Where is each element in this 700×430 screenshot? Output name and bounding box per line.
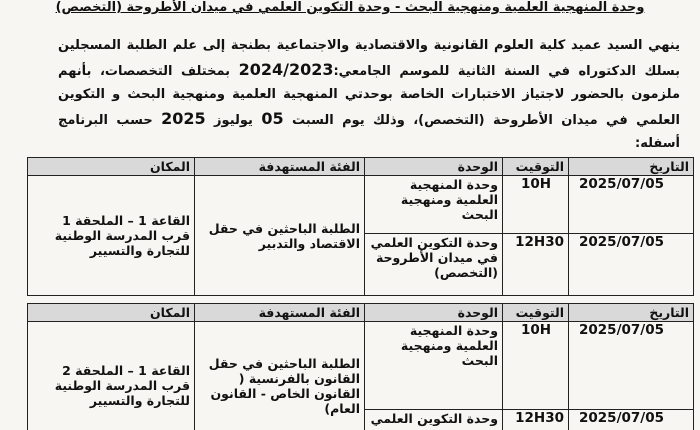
paragraph-line-2-start: السنة الثانية للموسم الجامعي:: [333, 63, 540, 79]
header-place: المكان: [28, 158, 195, 176]
cell-audience: الطلبة الباحثين في حقل القانون بالفرنسية ( القانون الخاص - القانون العام): [195, 322, 365, 430]
header-place: المكان: [28, 304, 195, 322]
paragraph-line-4-start: يوليوز: [205, 112, 253, 128]
announcement-paragraph: [58, 34, 680, 156]
document-title: وحدة المنهجية العلمية ومنهجية البحث - وحدة التكوين العلمي في ميدان الأطروحة (التخصص): [55, 0, 645, 15]
cell-date: 2025/07/05: [569, 234, 694, 296]
cell-unit: وحدة المنهجية العلمية ومنهجية البحث: [365, 322, 503, 410]
cell-unit: وحدة التكوين العلمي في ميدان الأطروحة (التخصص): [365, 234, 503, 296]
header-time: التوقيت: [503, 158, 569, 176]
table-row: [28, 322, 694, 410]
cell-time: 12H30: [503, 234, 569, 296]
cell-time: 10H: [503, 176, 569, 234]
table-row: [28, 176, 694, 234]
cell-unit: وحدة التكوين العلمي: [365, 410, 503, 430]
cell-date: 2025/07/05: [569, 322, 694, 410]
header-audience: الفئة المستهدفة: [195, 158, 365, 176]
table-header-row: [28, 158, 694, 176]
header-unit: الوحدة: [365, 304, 503, 322]
paragraph-line-3: بوحدتي المنهجية العلمية ومنهجية البحث و التكوين العلمي في ميدان الأطروحة (التخصص)، وذلك يوم السبت: [58, 87, 680, 128]
header-date: التاريخ: [569, 158, 694, 176]
cell-time: 12H30: [503, 410, 569, 430]
cell-place: القاعة 1 – الملحقة 2 قرب المدرسة الوطنية للتجارة والتسيير: [28, 322, 195, 430]
header-audience: الفئة المستهدفة: [195, 304, 365, 322]
paragraph-line-1: ينهي السيد عميد كلية العلوم القانونية والاقتصادية والاجتماعية بطنجة إلى علم الطلبة المسجلين بسلك الدكتوراه في: [58, 38, 681, 79]
cell-place: القاعة 1 – الملحقة 1 قرب المدرسة الوطنية للتجارة والتسيير: [28, 176, 195, 296]
cell-time: 10H: [503, 322, 569, 410]
schedule-table-economics: [27, 157, 694, 296]
cell-audience: الطلبة الباحثين في حقل الاقتصاد والتدبير: [195, 176, 365, 296]
table-header-row: [28, 304, 694, 322]
schedule-table-law: [27, 303, 694, 430]
cell-date: 2025/07/05: [569, 176, 694, 234]
exam-year: 2025: [161, 108, 206, 128]
header-time: التوقيت: [503, 304, 569, 322]
cell-unit: وحدة المنهجية العلمية ومنهجية البحث: [365, 176, 503, 234]
cell-date: 2025/07/05: [569, 410, 694, 430]
header-date: التاريخ: [569, 304, 694, 322]
academic-year: 2024/2023: [238, 59, 334, 79]
paragraph-line-2-end: بمختلف التخصصات، بأنهم ملزمون بالحضور لاجتياز الاختبارات الخاصة: [58, 63, 680, 102]
exam-day: 05: [261, 108, 284, 128]
header-unit: الوحدة: [365, 158, 503, 176]
paragraph-line-4-end: حسب البرنامج أسفله:: [58, 112, 680, 151]
